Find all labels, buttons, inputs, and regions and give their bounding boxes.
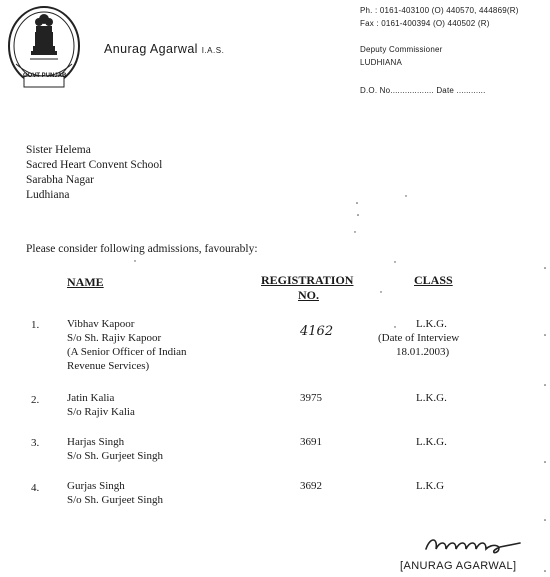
row-1-interview-label: (Date of Interview (378, 332, 460, 344)
recipient-line-4: Ludhiana (26, 189, 70, 201)
row-1-interview-date: 18.01.2003) (396, 346, 450, 358)
intro-text: Please consider following admissions, favourably: (26, 243, 258, 255)
recipient-line-2: Sacred Heart Convent School (26, 159, 163, 171)
row-2-name: Jatin Kalia (67, 392, 115, 404)
recipient-line-1: Sister Helema (26, 144, 91, 156)
recipient-line-3: Sarabha Nagar (26, 174, 95, 186)
row-1-parent: S/o Sh. Rajiv Kapoor (67, 332, 162, 344)
row-2-registration: 3975 (300, 392, 322, 404)
row-4-name: Gurjas Singh (67, 480, 125, 492)
designation: Deputy Commissioner (360, 45, 443, 54)
signatory-name: [ANURAG AGARWAL] (400, 560, 517, 572)
header-registration-no: NO. (298, 288, 319, 302)
header-registration: REGISTRATION (261, 273, 354, 287)
row-1-number: 1. (31, 319, 40, 331)
officer-name: Anurag Agarwal (104, 42, 198, 56)
row-3-number: 3. (31, 437, 40, 449)
location: LUDHIANA (360, 58, 403, 67)
do-number-date-line: D.O. No.................. Date ............ (360, 86, 486, 95)
row-2-number: 2. (31, 394, 40, 406)
row-4-number: 4. (31, 482, 40, 494)
row-3-registration: 3691 (300, 436, 322, 448)
row-4-parent: S/o Sh. Gurjeet Singh (67, 494, 163, 506)
fax-line: Fax : 0161-400394 (O) 440502 (R) (360, 19, 490, 28)
officer-name-line (104, 42, 224, 56)
officer-suffix: I.A.S. (201, 46, 225, 55)
row-1-registration: 4162 (300, 324, 334, 339)
row-2-parent: S/o Rajiv Kalia (67, 406, 135, 418)
row-4-registration: 3692 (300, 480, 322, 492)
row-1-class: L.K.G. (416, 318, 447, 330)
row-1-note-1: (A Senior Officer of Indian (67, 346, 187, 358)
row-1-note-2: Revenue Services) (67, 360, 150, 372)
row-3-parent: S/o Sh. Gurjeet Singh (67, 450, 163, 462)
handwritten-signature (420, 533, 530, 557)
row-2-class: L.K.G. (416, 392, 447, 404)
phone-line: Ph. : 0161-403100 (O) 440570, 444869(R) (360, 6, 519, 15)
header-name: NAME (67, 275, 104, 289)
seal-text: GOVT PUNJAB (23, 73, 67, 79)
row-1-name: Vibhav Kapoor (67, 318, 135, 330)
row-3-name: Harjas Singh (67, 436, 125, 448)
row-4-class: L.K.G (416, 480, 445, 492)
header-class: CLASS (414, 273, 453, 287)
row-3-class: L.K.G. (416, 436, 447, 448)
